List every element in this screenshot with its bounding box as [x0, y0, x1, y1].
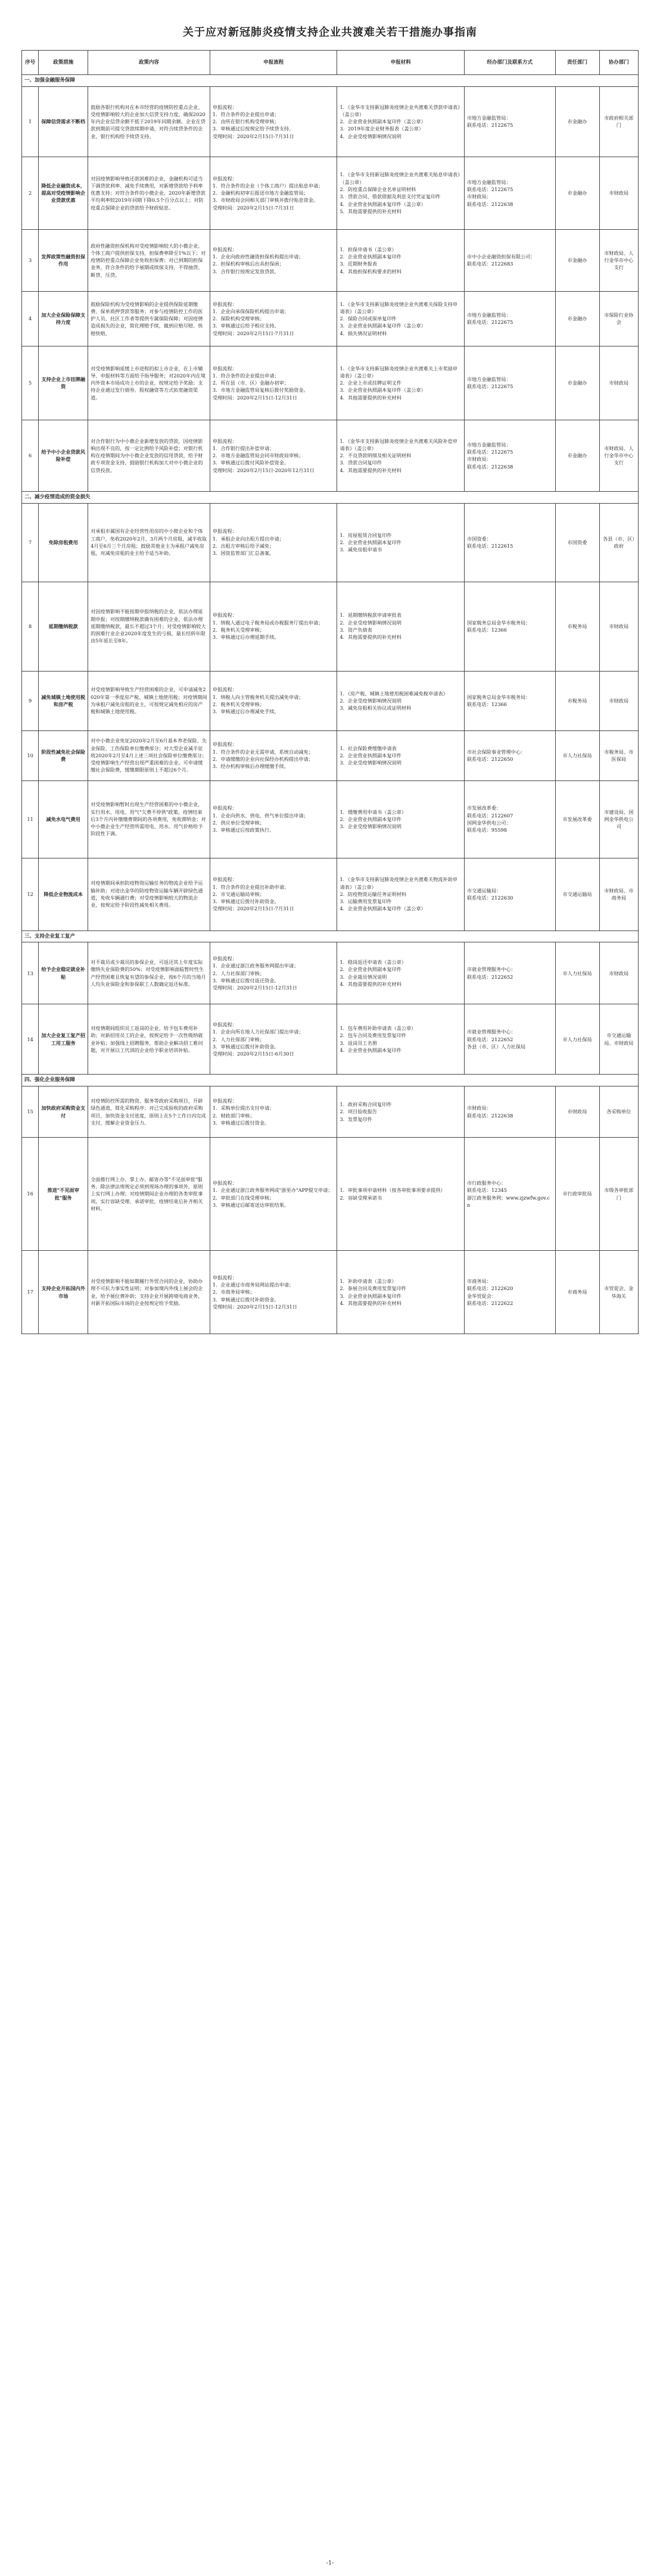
- section-row: [22, 75, 639, 87]
- policy-name: 给予企业稳定就业补贴: [39, 942, 88, 1004]
- policy-content: 全面推行网上办、掌上办、邮寄办等"不见面审批"服务，除法律法规规定必须到现场办理的事项外，原则上实行网上办理；对疫情期间企业办理的各类审批事项，实行容缺受理、承诺审批，疫情结束后补齐相关材料。: [88, 1138, 210, 1251]
- col-header: 经办部门及联系方式: [464, 51, 555, 75]
- application-materials: 1．稳岗返还申请表（盖公章） 2．企业营业执照副本复印件 3．企业裁员情况说明 4．其他需要提供的补充材料: [337, 942, 465, 1004]
- cooperating-dept: 市财政局: [599, 157, 638, 229]
- policy-content: 鼓励各银行机构对在本市经营的疫情防控重点企业、受疫情影响较大的企业加大信贷支持力度，确保2020年内企业信贷余额不低于2019年同期余额。企业在贷款到期前可提交贷款续期申请，对符合续贷条件的企业，银行机构给予续贷支持。: [88, 86, 210, 157]
- row-index: 8: [22, 582, 39, 671]
- table-row: [22, 157, 639, 229]
- application-process: 申报流程： 1．承租企业向出租方提出申请； 2．出租方审核后给予减免； 3．国资监管部门汇总备案。: [210, 503, 337, 582]
- row-index: 10: [22, 730, 39, 780]
- policy-content: 对因疫情影响导致还款困难的企业，金融机构可适当下调贷款利率、减免手续费用，对新增贷款给予利率优惠支持；对符合条件的小微企业，2020年新增贷款平均利率较2019年同期下降0.5个百分点以上；对防疫重点保障企业的贷款给予财政贴息。: [88, 157, 210, 229]
- table-row: [22, 503, 639, 582]
- application-process: 申报流程： 1．企业向承保保险机构提出申请； 2．保险机构受理审核； 3．审核通过后给予相应支持。 受理时间：2020年2月15日-7月31日: [210, 291, 337, 346]
- table-row: [22, 229, 639, 291]
- application-process: 申报流程： 1．企业向供水、供电、供气单位提出申请； 2．供应单位受理审核； 3．审核通过后按政策执行。: [210, 780, 337, 858]
- row-index: 9: [22, 671, 39, 730]
- contact-office: 市财政局： 联系电话：2122638: [464, 1086, 555, 1138]
- responsible-dept: 市金融办: [555, 291, 599, 346]
- policy-name: 免除房租费用: [39, 503, 88, 582]
- policy-content: 对不裁员或少裁员的参保企业，可返还其上年度实际缴纳失业保险费的50%；对受疫情影响面临暂时性生产经营困难且恢复有望的参保企业，按6个月的当地月人均失业保险金和参保职工人数确定返还标准。: [88, 942, 210, 1004]
- table-row: [22, 671, 639, 730]
- row-index: 13: [22, 942, 39, 1004]
- row-index: 6: [22, 420, 39, 491]
- row-index: 17: [22, 1251, 39, 1334]
- application-materials: 1．缓缴费用申请书（盖公章） 2．企业营业执照副本复印件 3．企业受疫情影响情况说明: [337, 780, 465, 858]
- row-index: 16: [22, 1138, 39, 1251]
- policy-name: 加大企业保险保障支持力度: [39, 291, 88, 346]
- table-row: [22, 291, 639, 346]
- application-process: 申报流程： 1．符合条件的企业提出申请； 2．由所在银行机构受理审核； 3．审核通过后按规定给予续贷支持。 受理时间：2020年2月15日-7月31日: [210, 86, 337, 157]
- responsible-dept: 市金融办: [555, 229, 599, 291]
- contact-office: 市就业管理服务中心： 联系电话：2122652 各县（市、区）人力社保局: [464, 1004, 555, 1075]
- cooperating-dept: 市财政局、市商务局: [599, 858, 638, 931]
- contact-office: 市地方金融监管局： 联系电话：2122675: [464, 346, 555, 420]
- section-title: 一、加强金融服务保障: [22, 75, 639, 87]
- cooperating-dept: 市政府相关部门: [599, 86, 638, 157]
- row-index: 14: [22, 1004, 39, 1075]
- section-row: [22, 931, 639, 942]
- policy-name: 加快政府采购资金支付: [39, 1086, 88, 1138]
- policy-name: 推进"不见面审批"服务: [39, 1138, 88, 1251]
- contact-office: 市社会保险事业管理中心： 联系电话：2122650: [464, 730, 555, 780]
- col-header: 申报材料: [337, 51, 465, 75]
- contact-office: 市地方金融监管局： 联系电话：2122675 市财政局： 联系电话：2122638: [464, 157, 555, 229]
- row-index: 4: [22, 291, 39, 346]
- responsible-dept: 市金融办: [555, 420, 599, 491]
- policy-name: 保障信贷需求不断档: [39, 86, 88, 157]
- cooperating-dept: 市财政局: [599, 942, 638, 1004]
- application-materials: 1．担保申请书（盖公章） 2．企业营业执照副本复印件 3．近期财务报表 4．其他担保机构要求的材料: [337, 229, 465, 291]
- responsible-dept: 市国资委: [555, 503, 599, 582]
- col-header: 申报流程: [210, 51, 337, 75]
- application-materials: 1．政府采购合同复印件 2．项目验收报告 3．发票复印件: [337, 1086, 465, 1138]
- application-process: 申报流程： 1．企业通过市商务局网站提出申请； 2．市商务局审核； 3．审核通过后拨付补助资金。 受理时间：2020年2月15日-12月31日: [210, 1251, 337, 1334]
- col-header: 协办部门: [599, 51, 638, 75]
- application-materials: 1．《金华市支持新冠肺炎疫情企业共渡难关贷款申请表》（盖公章） 2．企业营业执照副本复印件（盖公章） 3．2019年度企业财务报表（盖公章） 4．企业受疫情影响情况说明: [337, 86, 465, 157]
- section-title: 四、强化企业服务保障: [22, 1075, 639, 1086]
- responsible-dept: 市人力社保局: [555, 1004, 599, 1075]
- responsible-dept: 市人力社保局: [555, 730, 599, 780]
- cooperating-dept: 各县（市、区）政府: [599, 503, 638, 582]
- row-index: 1: [22, 86, 39, 157]
- policy-name: 延期缴纳税款: [39, 582, 88, 671]
- contact-office: 市中小企业融资担保有限公司： 联系电话：2122683: [464, 229, 555, 291]
- application-process: 申报流程： 1．采购单位提出支付申请； 2．财政部门审核； 3．审核通过后拨付资金。: [210, 1086, 337, 1138]
- application-materials: 1．包车费用补助申请表（盖公章） 2．包车合同及费用发票复印件 3．返岗员工名册 4．企业营业执照副本复印件: [337, 1004, 465, 1075]
- application-materials: 1．《金华市支持新冠肺炎疫情企业共渡难关风险补偿申请表》（盖公章） 2．不良贷款明细及相关证明材料 3．贷款合同复印件 4．其他需要提供的补充材料: [337, 420, 465, 491]
- policy-content: 对疫情防控所需的物资、服务等政府采购项目，开辟绿色通道，简化采购程序；对已完成验收的政府采购项目，加快资金支付进度，原则上在5个工作日内完成支付，缓解企业资金压力。: [88, 1086, 210, 1138]
- row-index: 15: [22, 1086, 39, 1138]
- policy-name: 降低企业融资成本，提高对受疫情影响企业贷款优惠: [39, 157, 88, 229]
- cooperating-dept: 市保险行业协会: [599, 291, 638, 346]
- policy-content: 对疫情期间组织员工返岗的企业，给予包车费用补助；对新招用员工的企业，按规定给予一次性吸纳就业补贴；加强线上招聘服务，帮助企业解决招工难问题，对开展以工代训的企业给予职业培训补贴。: [88, 1004, 210, 1075]
- policy-content: 政府性融资担保机构对受疫情影响较大的小微企业、个体工商户提供担保支持，担保费率降至1%以下；对疫情防控重点保障企业免收担保费；对已到期的担保业务，符合条件的给予展期或续保支持，不得抽贷、断贷、压贷。: [88, 229, 210, 291]
- responsible-dept: 市交通运输局: [555, 858, 599, 931]
- application-materials: 1．补助申请表（盖公章） 2．参展合同及费用发票复印件 3．企业营业执照副本复印件 4．其他需要提供的补充材料: [337, 1251, 465, 1334]
- row-index: 3: [22, 229, 39, 291]
- policy-table: [21, 50, 639, 1334]
- contact-office: 市国资委： 联系电话：2122615: [464, 503, 555, 582]
- contact-office: 市就业管理服务中心： 联系电话：2122652: [464, 942, 555, 1004]
- policy-content: 对受疫情影响延缓上市进程的拟上市企业，在上市辅导、申报材料等方面给予指导服务；对2020年内在境内外资本市场成功上市的企业，按规定给予奖励；支持企业通过发行债券、股权融资等方式拓宽融资渠道。: [88, 346, 210, 420]
- contact-office: 国家税务总局金华市税务局： 联系电话：12366: [464, 671, 555, 730]
- row-index: 12: [22, 858, 39, 931]
- cooperating-dept: 市财政局、人行金华市中心支行: [599, 229, 638, 291]
- table-row: [22, 858, 639, 931]
- application-process: 申报流程： 1．符合条件的企业提出补助申请； 2．市交通运输局审核； 3．审核通过后拨付补助资金。 受理时间：2020年2月15日-7月31日: [210, 858, 337, 931]
- application-materials: 1．审批事项申请材料（按各审批事项要求提供） 2．容缺受理承诺书: [337, 1138, 465, 1251]
- cooperating-dept: 市建设局、国网金华供电公司: [599, 780, 638, 858]
- policy-content: 对承租市属国有企业经营性用房的中小微企业和个体工商户，免收2020年2月、3月两个月房租，减半收取4月至6月三个月房租；鼓励其他业主为承租户减免房租，对减免房租的业主给予适当补助。: [88, 503, 210, 582]
- policy-name: 给予中小企业贷款风险补偿: [39, 420, 88, 491]
- application-materials: 1．房屋租赁合同复印件 2．企业营业执照副本复印件 3．减免房租申请书: [337, 503, 465, 582]
- application-process: 申报流程： 1．企业通过浙江政务服务网或"浙里办"APP提交申请； 2．审批部门在线受理审核； 3．审核通过后邮寄送达审批结果。: [210, 1138, 337, 1251]
- table-row: [22, 1004, 639, 1075]
- application-process: 申报流程： 1．符合条件的企业（个体工商户）提出贴息申请； 2．金融机构初审后报送市地方金融监管局； 3．市财政局会同相关部门审核并拨付贴息资金。 受理时间：2020年2月15日-7月31日: [210, 157, 337, 229]
- responsible-dept: 市金融办: [555, 157, 599, 229]
- policy-name: 阶段性减免社会保险费: [39, 730, 88, 780]
- row-index: 5: [22, 346, 39, 420]
- table-row: [22, 1086, 639, 1138]
- row-index: 7: [22, 503, 39, 582]
- responsible-dept: 市金融办: [555, 86, 599, 157]
- table-row: [22, 942, 639, 1004]
- contact-office: 市地方金融监管局： 联系电话：2122675: [464, 291, 555, 346]
- row-index: 11: [22, 780, 39, 858]
- policy-name: 支持企业上市挂牌融资: [39, 346, 88, 420]
- cooperating-dept: 市财政局: [599, 582, 638, 671]
- application-process: 申报流程： 1．纳税人向主管税务机关提出减免申请； 2．税务机关受理审核； 3．审核通过后办理减免手续。: [210, 671, 337, 730]
- application-process: 申报流程： 1．符合条件的企业无需申请，系统自动减免； 2．申请缓缴的企业向社保经办机构提出申请； 3．经办机构审核后办理缓缴手续。: [210, 730, 337, 780]
- policy-name: 加大企业复工复产招工用工服务: [39, 1004, 88, 1075]
- cooperating-dept: 市税务局、市医保局: [599, 730, 638, 780]
- contact-office: 市地方金融监管局： 联系电话：2122675: [464, 86, 555, 157]
- cooperating-dept: 市财政局: [599, 346, 638, 420]
- application-process: 申报流程： 1．纳税人通过电子税务局或办税服务厅提出申请； 2．税务机关受理审核； 3．审核通过后办理延期手续。: [210, 582, 337, 671]
- table-header-row: [22, 51, 639, 75]
- application-process: 申报流程： 1．符合条件的企业提出申请； 2．所在县（市、区）金融办初审； 3．市地方金融监管局复核后拨付奖励资金。 受理时间：2020年2月15日-12月31日: [210, 346, 337, 420]
- contact-office: 市行政服务中心： 联系电话：12345 浙江政务服务网：www.zjzwfw.gov.cn: [464, 1138, 555, 1251]
- responsible-dept: 市人力社保局: [555, 942, 599, 1004]
- application-materials: 1．《房产税、城镇土地使用税困难减免税申请表》 2．企业受疫情影响情况说明 3．减免房租相关协议或证明材料: [337, 671, 465, 730]
- cooperating-dept: 市交通运输局、市财政局: [599, 1004, 638, 1075]
- responsible-dept: 市金融办: [555, 346, 599, 420]
- section-title: 三、支持企业复工复产: [22, 931, 639, 942]
- section-row: [22, 1075, 639, 1086]
- application-process: 申报流程： 1．企业向政府性融资担保机构提出申请； 2．担保机构审核后出具担保函； 3．合作银行按规定发放贷款。: [210, 229, 337, 291]
- policy-name: 降低企业物流成本: [39, 858, 88, 931]
- col-header: 政策措施: [39, 51, 88, 75]
- application-process: 申报流程： 1．合作银行提出补偿申请； 2．市地方金融监管局会同市财政局审核； 3．审核通过后拨付风险补偿资金。 受理时间：2020年2月15日-2020年12月31日: [210, 420, 337, 491]
- table-row: [22, 582, 639, 671]
- application-process: 申报流程： 1．企业通过浙江政务服务网提出申请； 2．人力社保部门审核； 3．审核通过后拨付返还资金。 受理时间：2020年2月15日-12月31日: [210, 942, 337, 1004]
- policy-name: 发挥政策性融资担保作用: [39, 229, 88, 291]
- row-index: 2: [22, 157, 39, 229]
- table-row: [22, 1138, 639, 1251]
- responsible-dept: 市税务局: [555, 582, 599, 671]
- responsible-dept: 市税务局: [555, 671, 599, 730]
- table-row: [22, 1251, 639, 1334]
- section-row: [22, 491, 639, 503]
- table-row: [22, 346, 639, 420]
- cooperating-dept: 市财政局: [599, 671, 638, 730]
- responsible-dept: 市发展改革委: [555, 780, 599, 858]
- cooperating-dept: 各采购单位: [599, 1086, 638, 1138]
- table-row: [22, 86, 639, 157]
- document-title: 关于应对新冠肺炎疫情支持企业共渡难关若干措施办事指南: [183, 26, 477, 39]
- application-materials: 1．《金华市支持新冠肺炎疫情企业共渡难关贴息申请表》（盖公章） 2．防疫重点保障企业名单证明材料 3．贷款合同、借款借据及利息支付凭证复印件 4．企业营业执照副本复印件（盖公章） 5．其他需要提供的补充材料: [337, 157, 465, 229]
- contact-office: 市交通运输局： 联系电话：2122630: [464, 858, 555, 931]
- col-header: 序号: [22, 51, 39, 75]
- application-materials: 1．《金华市支持新冠肺炎疫情企业共渡难关上市奖励申请表》（盖公章） 2．企业上市或挂牌证明文件 3．企业营业执照副本复印件（盖公章） 4．其他需要提供的补充材料: [337, 346, 465, 420]
- cooperating-dept: 市级各审批部门: [599, 1138, 638, 1251]
- policy-name: 减免水电气费用: [39, 780, 88, 858]
- table-row: [22, 420, 639, 491]
- contact-office: 市商务局： 联系电话：2122620 金华贸促会： 联系电话：2122622: [464, 1251, 555, 1334]
- policy-content: 对因疫情影响不能按期申报纳税的企业，依法办理延期申报；对按期缴纳税款确有困难的企业，依法办理延期缴纳税款，最长不超过3个月；对受疫情影响较大的困难行业企业2020年度发生的亏损，最长结转年限由5年延长至8年。: [88, 582, 210, 671]
- responsible-dept: 市财政局: [555, 1086, 599, 1138]
- contact-office: 市发展改革委： 联系电话：2122607 国网金华供电公司： 联系电话：95598: [464, 780, 555, 858]
- policy-content: 对合作银行为中小微企业新增发放的贷款，因疫情影响出现不良的，按一定比例给予风险补偿；对银行机构在疫情期间为中小微企业发放的信用贷款，给予财政专项资金支持，鼓励银行机构加大对中小微企业的信贷投放。: [88, 420, 210, 491]
- application-materials: 1．社会保险费缓缴申请表 2．企业营业执照副本复印件 3．企业受疫情影响情况说明: [337, 730, 465, 780]
- application-materials: 1．《金华市支持新冠肺炎疫情企业共渡难关保险支持申请表》（盖公章） 2．保险合同或保单复印件 3．企业营业执照副本复印件（盖公章） 4．损失情况证明材料: [337, 291, 465, 346]
- col-header: 责任部门: [555, 51, 599, 75]
- application-process: 申报流程： 1．企业向所在地人力社保部门提出申请； 2．人力社保部门审核； 3．审核通过后拨付补助资金。 受理时间：2020年2月15日-6月30日: [210, 1004, 337, 1075]
- contact-office: 国家税务总局金华市税务局： 联系电话：12366: [464, 582, 555, 671]
- responsible-dept: 市行政审批局: [555, 1138, 599, 1251]
- col-header: 政策内容: [88, 51, 210, 75]
- policy-content: 对受疫情影响不能如期履行外贸合同的企业，协助办理不可抗力事实性证明；对参加境内外线上展会的企业，给予展位费补助；支持企业开展跨境电商业务，对新开拓国际市场的企业按规定给予奖励。: [88, 1251, 210, 1334]
- cooperating-dept: 市财政局、人行金华市中心支行: [599, 420, 638, 491]
- contact-office: 市地方金融监管局： 联系电话：2122675 市财政局： 联系电话：2122638: [464, 420, 555, 491]
- policy-content: 对中小微企业免征2020年2月至6月基本养老保险、失业保险、工伤保险单位缴费部分；对大型企业减半征收2020年2月至4月上述三项社会保险单位缴费部分；受疫情影响生产经营出现严重困难的企业，可申请缓缴社会保险费，缓缴期限原则上不超过6个月。: [88, 730, 210, 780]
- page-number: -1-: [326, 2560, 334, 2566]
- policy-content: 对受疫情影响暂时出现生产经营困难的中小微企业，实行用水、用电、用气"欠费不停供"政策，疫情结束后3个月内补缴缴费期间的各项费用，免收滞纳金；对中小微企业生产经营所需用电、用水、用气价格给予阶段性下调。: [88, 780, 210, 858]
- table-row: [22, 780, 639, 858]
- cooperating-dept: 市贸促会、金华海关: [599, 1251, 638, 1334]
- application-materials: 1．《金华市支持新冠肺炎疫情企业共渡难关物流补助申请表》（盖公章） 2．防疫物资运输任务证明材料 3．运输费用发票复印件 4．企业营业执照副本复印件（盖公章）: [337, 858, 465, 931]
- application-materials: 1．延期缴纳税款申请审批表 2．企业受疫情影响情况说明 3．资产负债表 4．其他需要提供的补充材料: [337, 582, 465, 671]
- policy-content: 对受疫情影响导致生产经营困难的企业，可申请减免2020年第一季度房产税、城镇土地使用税；对疫情期间为承租户减免房租的业主，可按规定减免相应的房产税和城镇土地使用税。: [88, 671, 210, 730]
- policy-name: 支持企业开拓国内外市场: [39, 1251, 88, 1334]
- responsible-dept: 市商务局: [555, 1251, 599, 1334]
- policy-content: 鼓励保险机构为受疫情影响的企业提供保险延期缴费、保单质押贷款等服务；对参与疫情防控工作的医护人员、社区工作者等提供专属保险保障；对因疫情造成损失的企业，简化理赔手续，做到应赔尽赔、快赔快赔。: [88, 291, 210, 346]
- policy-content: 对疫情期间承担防疫物资运输任务的物流企业给予运输补助；对进出金华的防疫物资运输车辆开辟绿色通道，免收车辆通行费；对受疫情影响较大的物流企业，按规定给予阶段性减免相关费用。: [88, 858, 210, 931]
- policy-name: 减免城镇土地使用税和房产税: [39, 671, 88, 730]
- section-title: 二、减少疫情造成的资金损失: [22, 491, 639, 503]
- table-row: [22, 730, 639, 780]
